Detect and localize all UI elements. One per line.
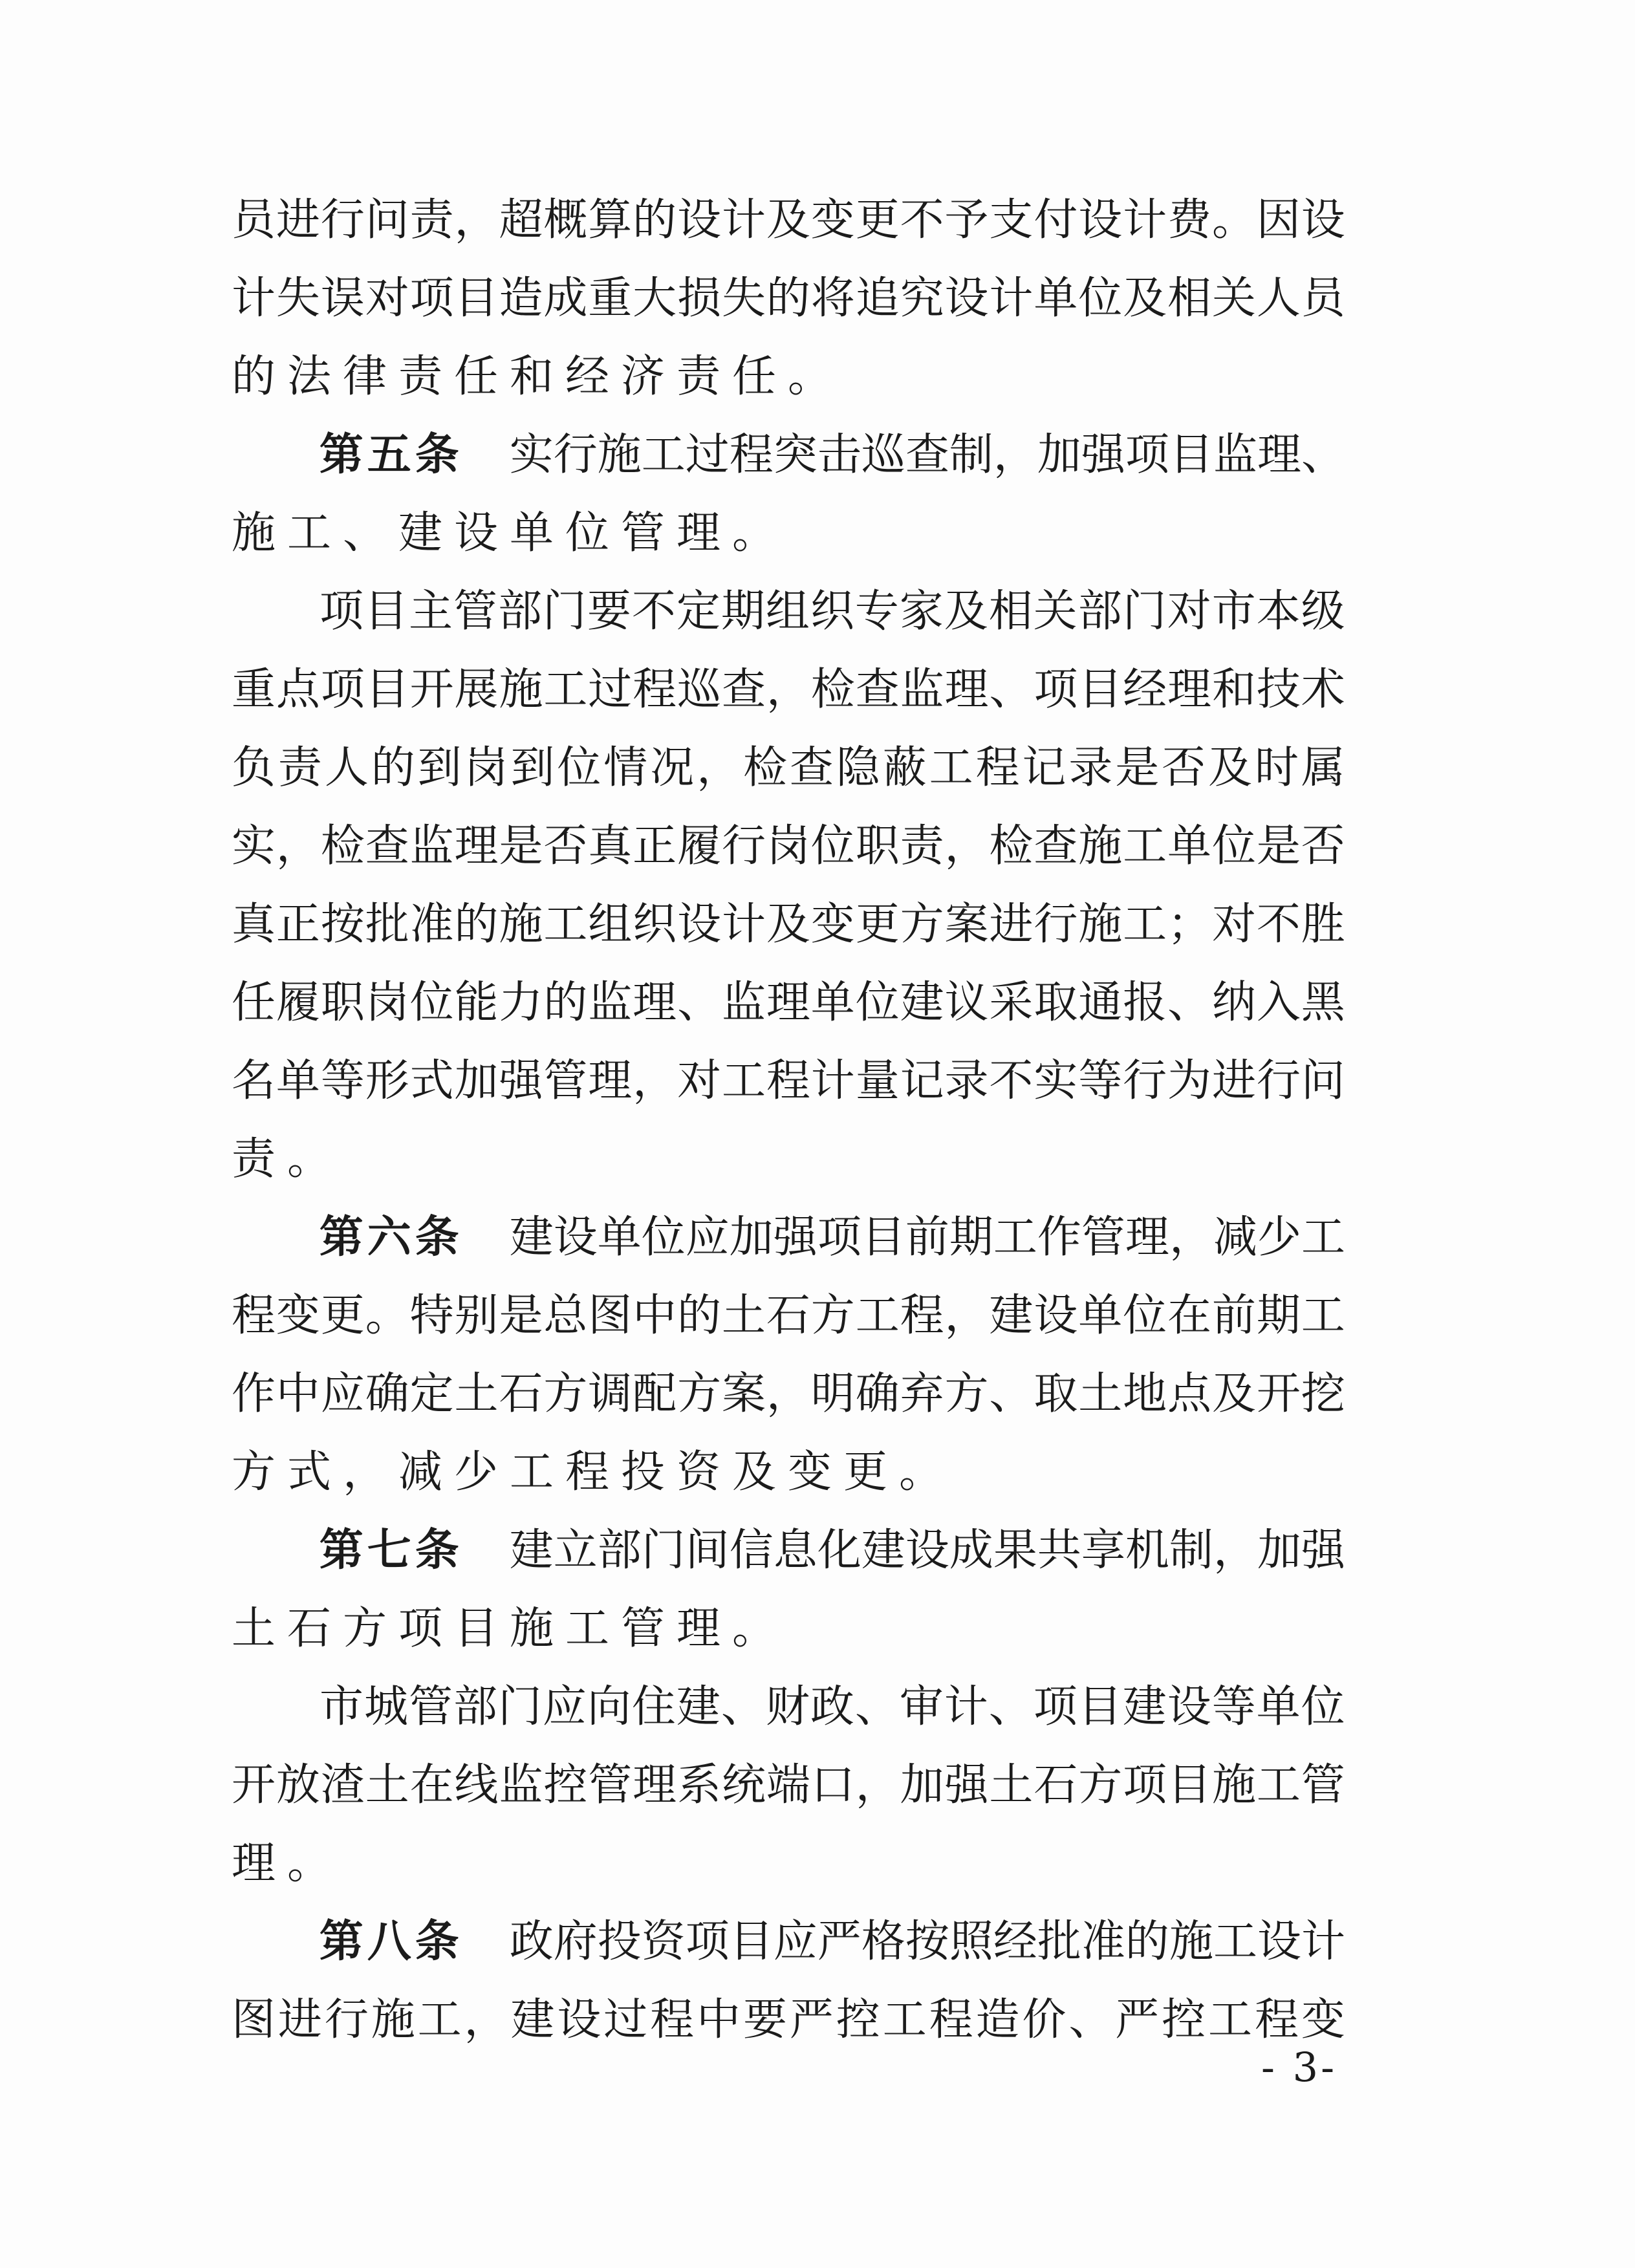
paragraph-indent [232, 572, 319, 651]
text-line [232, 1042, 1345, 1120]
line-text: 员 进 行 问 责 ， 超 概 算 的 设 计 及 变 更 不 予 支 付 设 计 费 。 因 设 [232, 195, 1345, 246]
text-line [232, 1824, 1345, 1903]
line-text: 土石方项目施工管理。 [232, 1603, 788, 1654]
line-text: 方式，减少工程投资及变更。 [232, 1447, 955, 1498]
text-line [232, 181, 1345, 259]
text-line [232, 1277, 1345, 1355]
line-text: 真 正 按 批 准 的 施 工 组 织 设 计 及 变 更 方 案 进 行 施 工 ； 对 不 胜 [232, 899, 1345, 950]
article-heading: 第六条 [319, 1212, 463, 1263]
line-text: 重 点 项 目 开 展 施 工 过 程 巡 查 ， 检 查 监 理 、 项 目 经 理 和 技 术 [232, 664, 1345, 715]
document-body [232, 181, 1345, 2059]
text-line [232, 416, 1345, 494]
line-text: 市 城 管 部 门 应 向 住 建 、 财 政 、 审 计 、 项 目 建 设 等 单 位 [319, 1681, 1345, 1733]
line-text: 政 府 投 资 项 目 应 严 格 按 照 经 批 准 的 施 工 设 计 [509, 1916, 1345, 1967]
text-line [232, 1120, 1345, 1198]
text-line [232, 259, 1345, 338]
paragraph-indent [232, 1511, 319, 1590]
paragraph-indent [232, 416, 319, 494]
text-line [232, 338, 1345, 416]
line-text: 建 立 部 门 间 信 息 化 建 设 成 果 共 享 机 制 ， 加 强 [509, 1525, 1345, 1576]
line-text: 项 目 主 管 部 门 要 不 定 期 组 织 专 家 及 相 关 部 门 对 市 本 级 [319, 586, 1345, 637]
text-line [232, 1198, 1345, 1277]
line-text: 开 放 渣 土 在 线 监 控 管 理 系 统 端 口 ， 加 强 土 石 方 项 目 施 工 管 [232, 1760, 1345, 1811]
paragraph-indent [232, 1903, 319, 1981]
text-line [232, 1746, 1345, 1824]
text-line [232, 494, 1345, 572]
text-line [232, 1903, 1345, 1981]
line-text: 责。 [232, 1134, 343, 1185]
text-line [232, 729, 1345, 807]
text-line [232, 885, 1345, 964]
text-line [232, 807, 1345, 885]
text-line [232, 1981, 1345, 2059]
line-text: 程 变 更 。 特 别 是 总 图 中 的 土 石 方 工 程 ， 建 设 单 位 在 前 期 工 [232, 1290, 1345, 1341]
line-text: 计 失 误 对 项 目 造 成 重 大 损 失 的 将 追 究 设 计 单 位 及 相 关 人 员 [232, 273, 1345, 324]
text-line [232, 572, 1345, 651]
line-text: 任 履 职 岗 位 能 力 的 监 理 、 监 理 单 位 建 议 采 取 通 报 、 纳 入 黑 [232, 977, 1345, 1028]
article-heading: 第五条 [319, 429, 463, 481]
paragraph-indent [232, 1668, 319, 1746]
line-text: 理。 [232, 1838, 343, 1889]
page-number: - 3- [1261, 2044, 1337, 2091]
line-text: 的法律责任和经济责任。 [232, 351, 844, 402]
line-text: 名 单 等 形 式 加 强 管 理 ， 对 工 程 计 量 记 录 不 实 等 行 为 进 行 问 [232, 1055, 1345, 1107]
text-line [232, 1433, 1345, 1511]
line-text: 图 进 行 施 工 ， 建 设 过 程 中 要 严 控 工 程 造 价 、 严 控 工 程 变 [232, 1994, 1345, 2046]
text-line [232, 651, 1345, 729]
line-text: 实 行 施 工 过 程 突 击 巡 查 制 ， 加 强 项 目 监 理 、 [509, 429, 1345, 481]
line-text: 建 设 单 位 应 加 强 项 目 前 期 工 作 管 理 ， 减 少 工 [509, 1212, 1345, 1263]
paragraph-indent [232, 1198, 319, 1277]
text-line [232, 1668, 1345, 1746]
text-line [232, 1355, 1345, 1433]
article-heading: 第七条 [319, 1525, 463, 1576]
article-heading: 第八条 [319, 1916, 463, 1967]
text-line [232, 964, 1345, 1042]
text-line [232, 1590, 1345, 1668]
line-text: 作 中 应 确 定 土 石 方 调 配 方 案 ， 明 确 弃 方 、 取 土 地 点 及 开 挖 [232, 1368, 1345, 1420]
line-text: 负 责 人 的 到 岗 到 位 情 况 ， 检 查 隐 蔽 工 程 记 录 是 否 及 时 属 [232, 742, 1345, 794]
line-text: 实 ， 检 查 监 理 是 否 真 正 履 行 岗 位 职 责 ， 检 查 施 工 单 位 是 否 [232, 821, 1345, 872]
text-line [232, 1511, 1345, 1590]
line-text: 施工、建设单位管理。 [232, 508, 788, 559]
